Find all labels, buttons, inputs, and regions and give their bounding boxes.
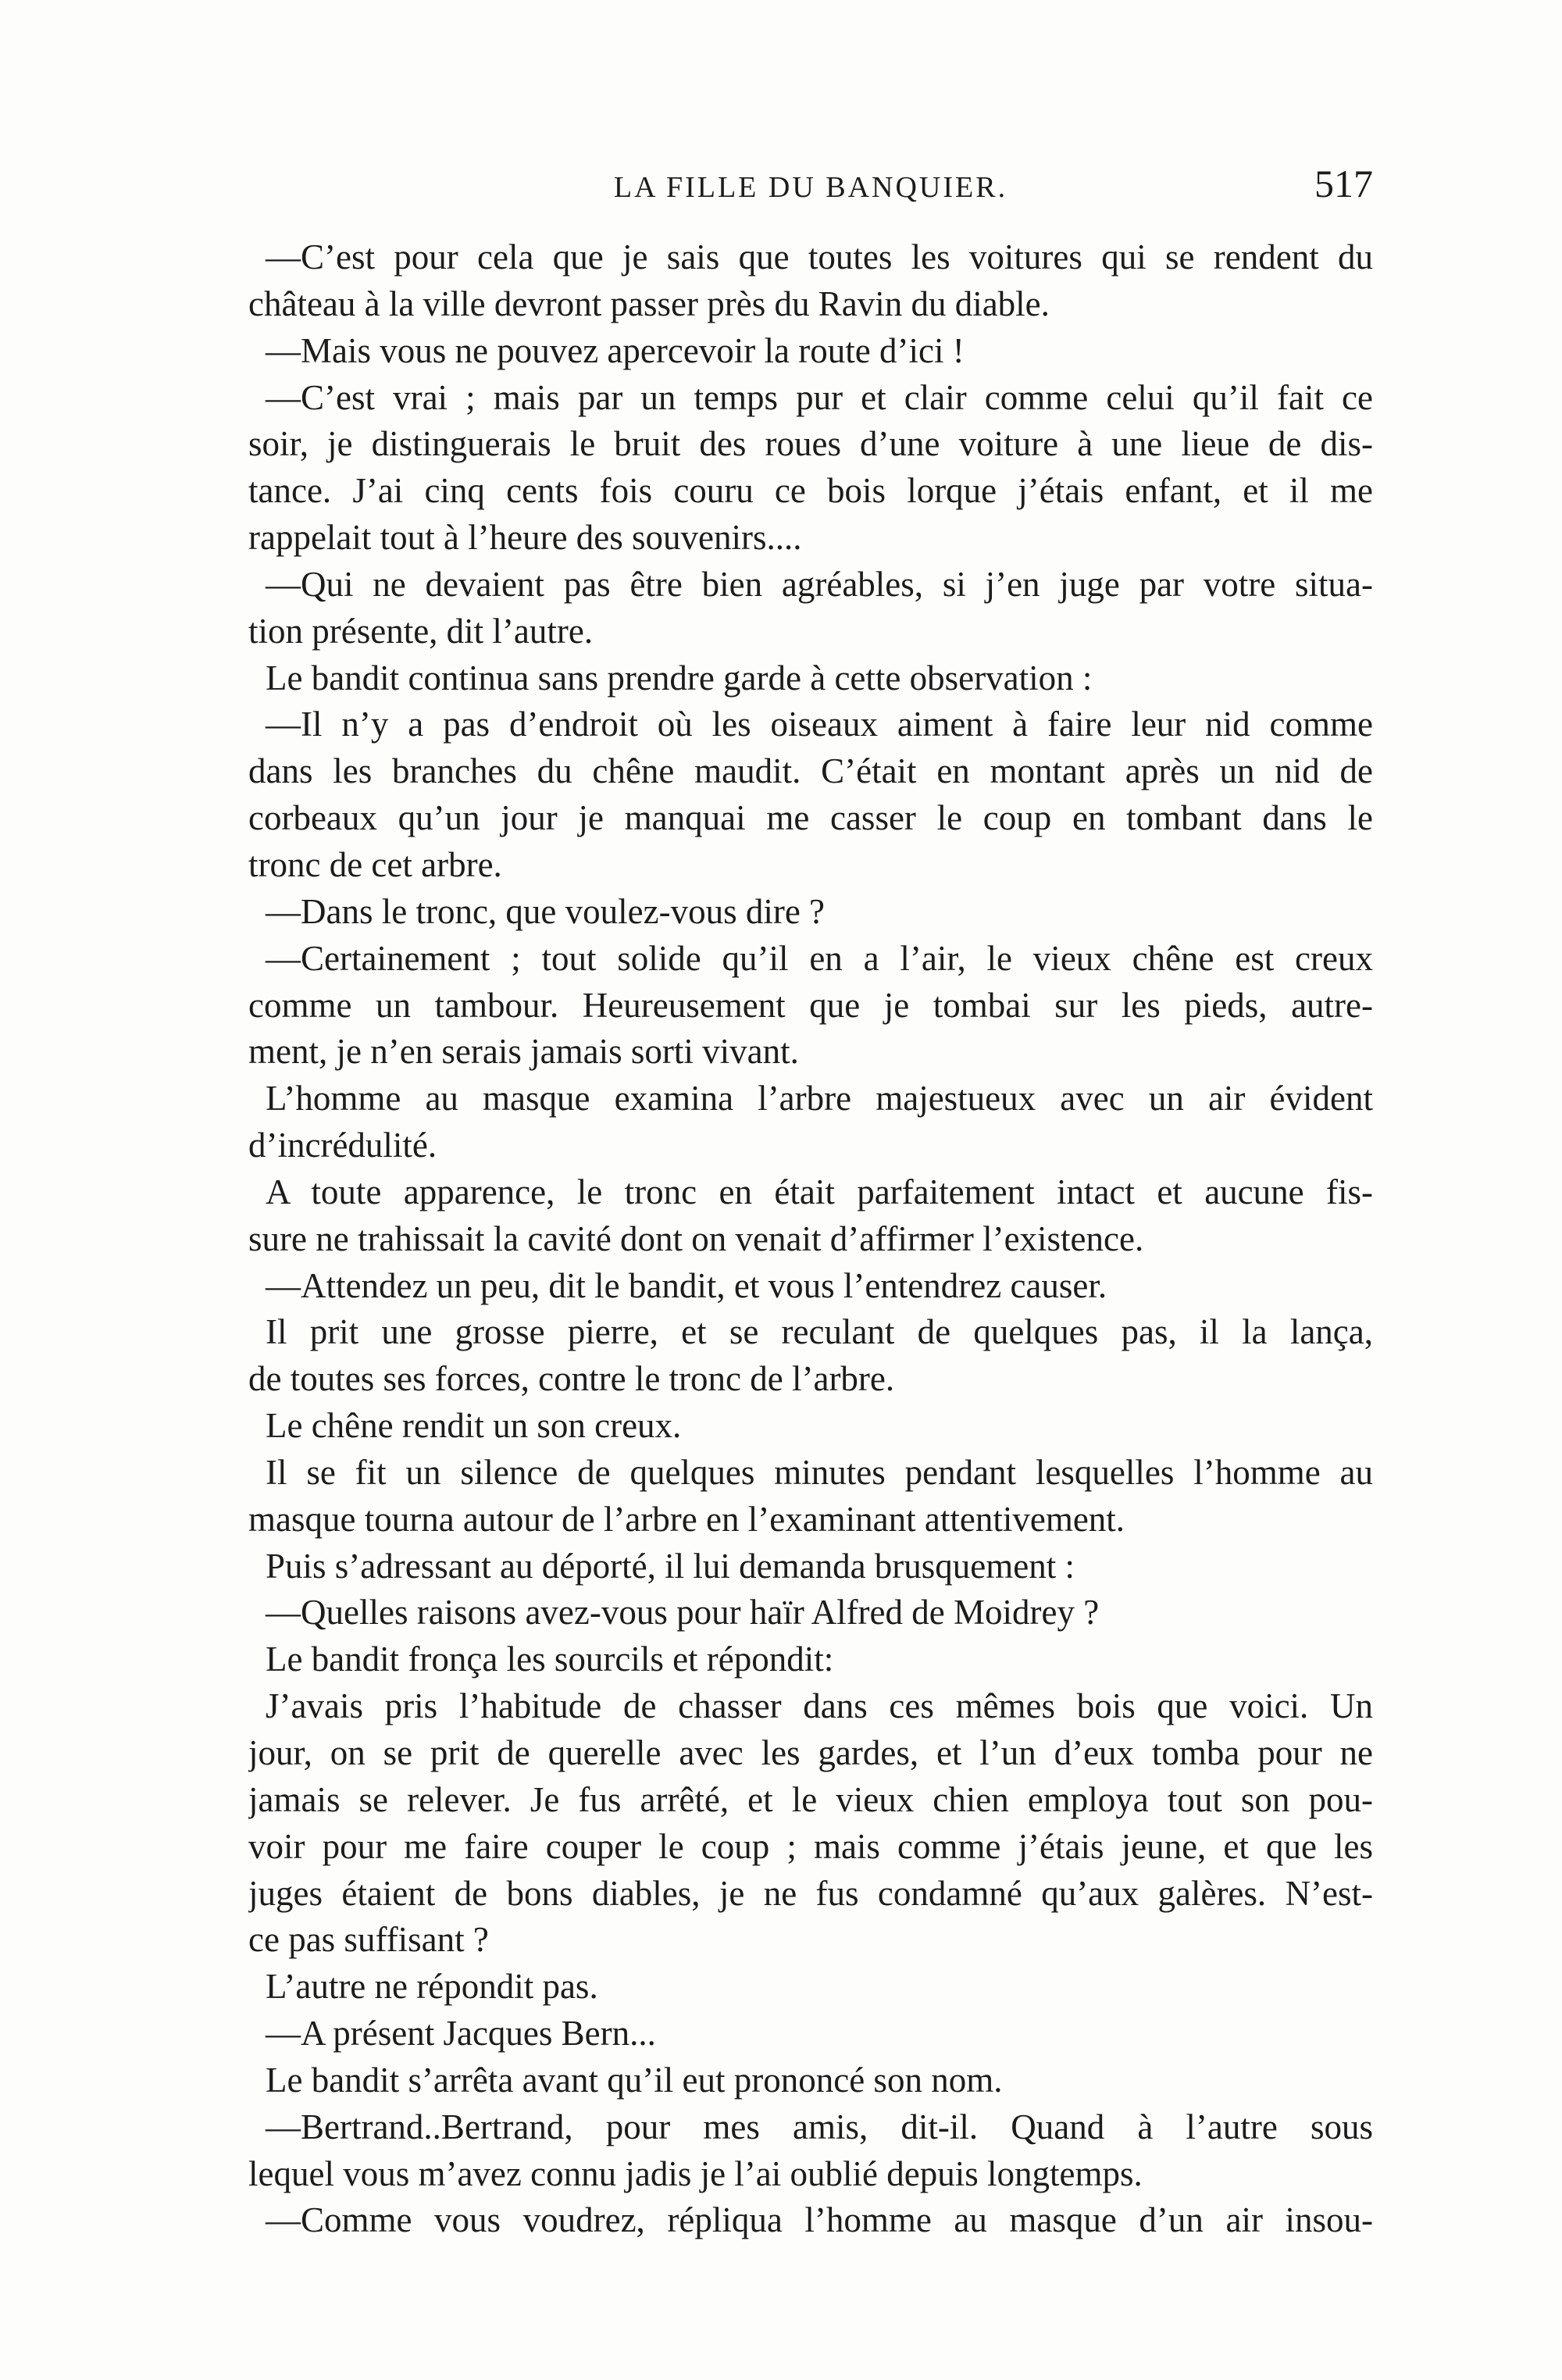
- text-line: —Dans le tronc, que voulez-vous dire ?: [266, 891, 826, 931]
- text-line: —Quelles raisons avez-vous pour haïr Alfred de Moidrey ?: [266, 1593, 1100, 1632]
- text-line: rappelait tout à l’heure des souvenirs....: [248, 518, 802, 558]
- text-line: Le bandit continua sans prendre garde à cette observation :: [266, 658, 1093, 698]
- text-line: Le bandit s’arrêta avant qu’il eut prononcé son nom.: [266, 2060, 1003, 2100]
- text-line: Il se fit un silence de quelques minutes pendant lesquelles l’homme au: [266, 1452, 1373, 1492]
- text-line: de toutes ses forces, contre le tronc de l’arbre.: [248, 1359, 895, 1399]
- text-line: —Il n’y a pas d’endroit où les oiseaux aiment à faire leur nid comme: [266, 705, 1373, 744]
- text-line: —Attendez un peu, dit le bandit, et vous l’entendrez causer.: [266, 1265, 1107, 1305]
- text-line: —Comme vous voudrez, répliqua l’homme au masque d’un air insou-: [266, 2200, 1373, 2240]
- text-line: tance. J’ai cinq cents fois couru ce bois lorque j’étais enfant, et il me: [248, 471, 1373, 511]
- text-line: ce pas suffisant ?: [248, 1920, 489, 1960]
- running-title: LA FILLE DU BANQUIER.: [613, 171, 1008, 204]
- text-line: Puis s’adressant au déporté, il lui demanda brusquement :: [266, 1546, 1075, 1586]
- text-line: comme un tambour. Heureusement que je tombai sur les pieds, autre-: [248, 985, 1373, 1025]
- text-line: ment, je n’en serais jamais sorti vivant.: [248, 1032, 799, 1072]
- text-line: —Qui ne devaient pas être bien agréables, si j’en juge par votre situa-: [266, 564, 1373, 604]
- text-line: sure ne trahissait la cavité dont on venait d’affirmer l’existence.: [248, 1219, 1144, 1258]
- page-number: 517: [1314, 162, 1373, 205]
- running-header: [248, 156, 1373, 211]
- text-line: A toute apparence, le tronc en était parfaitement intact et aucune fis-: [266, 1172, 1373, 1211]
- text-line: lequel vous m’avez connu jadis je l’ai oublié depuis longtemps.: [248, 2153, 1143, 2193]
- text-line: L’autre ne répondit pas.: [266, 1967, 598, 2007]
- text-line: château à la ville devront passer près du Ravin du diable.: [248, 284, 1050, 323]
- text-line: soir, je distinguerais le bruit des roues d’une voiture à une lieue de dis-: [248, 424, 1373, 464]
- text-line: —A présent Jacques Bern...: [266, 2014, 656, 2054]
- text-line: J’avais pris l’habitude de chasser dans ces mêmes bois que voici. Un: [266, 1686, 1373, 1726]
- text-line: corbeaux qu’un jour je manquai me casser le coup en tombant dans le: [248, 798, 1373, 838]
- text-line: Le chêne rendit un son creux.: [266, 1406, 682, 1446]
- body-text: [248, 234, 1373, 2244]
- text-line: tion présente, dit l’autre.: [248, 611, 594, 651]
- text-line: —Certainement ; tout solide qu’il en a l’air, le vieux chêne est creux: [266, 938, 1373, 978]
- text-line: juges étaient de bons diables, je ne fus condamné qu’aux galères. N’est-: [248, 1873, 1373, 1913]
- text-line: Il prit une grosse pierre, et se reculant de quelques pas, il la lança,: [266, 1312, 1373, 1352]
- text-line: L’homme au masque examina l’arbre majestueux avec un air évident: [266, 1079, 1373, 1119]
- text-line: jamais se relever. Je fus arrêté, et le vieux chien employa tout son pou-: [248, 1779, 1373, 1819]
- text-line: voir pour me faire couper le coup ; mais comme j’étais jeune, et que les: [248, 1826, 1373, 1866]
- text-line: jour, on se prit de querelle avec les gardes, et l’un d’eux tomba pour ne: [248, 1733, 1373, 1772]
- text-line: —Bertrand..Bertrand, pour mes amis, dit-il. Quand à l’autre sous: [266, 2107, 1373, 2146]
- text-line: Le bandit fronça les sourcils et répondit:: [266, 1640, 834, 1679]
- text-line: —C’est pour cela que je sais que toutes les voitures qui se rendent du: [266, 237, 1373, 277]
- text-line: —Mais vous ne pouvez apercevoir la route d’ici !: [266, 330, 965, 370]
- text-line: masque tourna autour de l’arbre en l’examinant attentivement.: [248, 1499, 1125, 1539]
- text-line: dans les branches du chêne maudit. C’était en montant après un nid de: [248, 751, 1373, 791]
- text-line: d’incrédulité.: [248, 1126, 437, 1165]
- text-line: tronc de cet arbre.: [248, 844, 502, 884]
- text-line: —C’est vrai ; mais par un temps pur et clair comme celui qu’il fait ce: [266, 377, 1373, 417]
